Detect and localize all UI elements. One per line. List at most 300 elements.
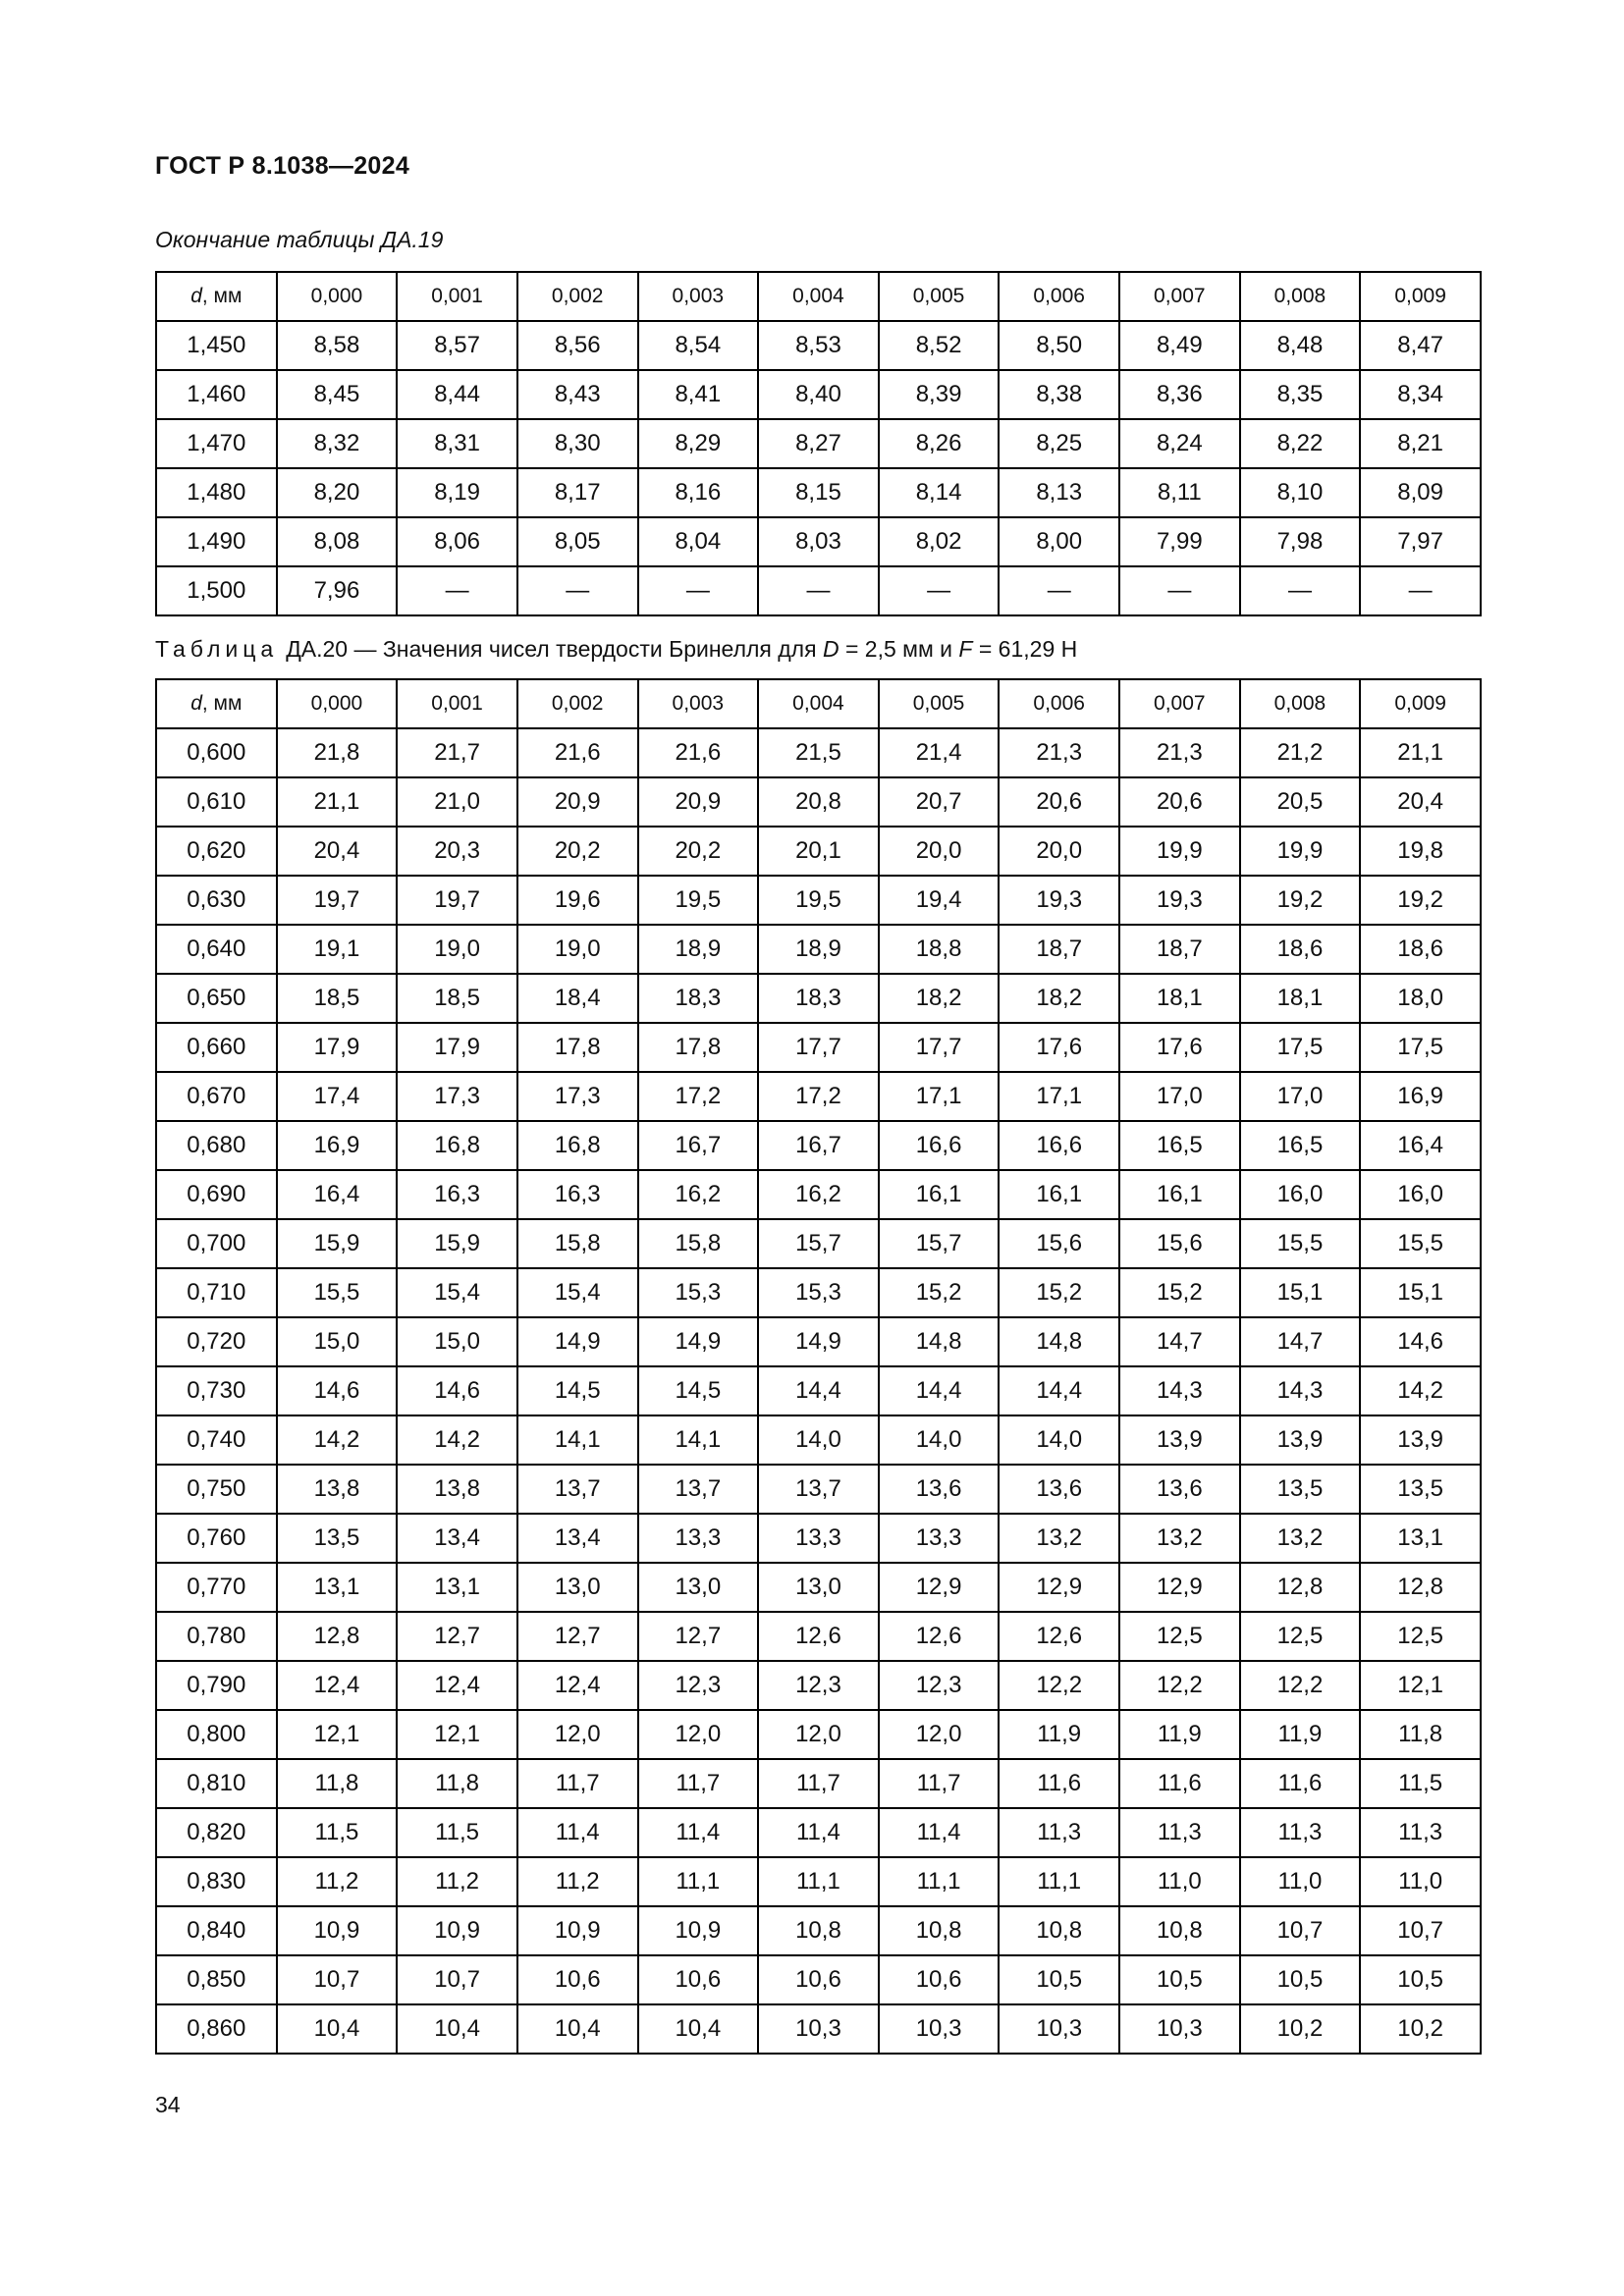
table-cell: 17,7	[879, 1023, 1000, 1072]
column-header: 0,009	[1360, 272, 1481, 321]
table-cell: 21,6	[638, 728, 759, 777]
table-cell: 14,6	[277, 1366, 398, 1415]
table-cell: 17,1	[879, 1072, 1000, 1121]
table-cell: 11,1	[638, 1857, 759, 1906]
column-header: 0,003	[638, 679, 759, 728]
table-cell: 15,0	[277, 1317, 398, 1366]
table-cell: 11,2	[397, 1857, 517, 1906]
table-cell: 20,9	[517, 777, 638, 827]
table-row	[156, 1121, 1481, 1170]
table-cell: 14,2	[277, 1415, 398, 1465]
table-cell: 21,2	[1240, 728, 1361, 777]
table-cell: 16,8	[397, 1121, 517, 1170]
table-cell: 13,7	[758, 1465, 879, 1514]
table-row	[156, 1661, 1481, 1710]
table-cell: 8,47	[1360, 321, 1481, 370]
table-cell: 8,58	[277, 321, 398, 370]
table-row	[156, 468, 1481, 517]
table-cell: 10,2	[1360, 2004, 1481, 2054]
table-cell: 15,2	[879, 1268, 1000, 1317]
table-cell: 16,3	[397, 1170, 517, 1219]
table-cell: 18,1	[1119, 974, 1240, 1023]
table-cell: 8,25	[999, 419, 1119, 468]
table-cell: 8,27	[758, 419, 879, 468]
table-cell: 13,2	[999, 1514, 1119, 1563]
table-cell: 8,50	[999, 321, 1119, 370]
table-cell: 11,4	[879, 1808, 1000, 1857]
table-cell: 20,8	[758, 777, 879, 827]
table-row	[156, 1514, 1481, 1563]
table-cell: 14,1	[638, 1415, 759, 1465]
table-cell: 10,8	[879, 1906, 1000, 1955]
table-cell: 11,3	[1119, 1808, 1240, 1857]
table-cell: 11,4	[517, 1808, 638, 1857]
row-header-cell: 0,770	[156, 1563, 277, 1612]
column-header: 0,009	[1360, 679, 1481, 728]
row-header-cell: 0,780	[156, 1612, 277, 1661]
table-row	[156, 321, 1481, 370]
table-cell: 13,3	[638, 1514, 759, 1563]
table-cell: 8,40	[758, 370, 879, 419]
table-cell: 18,8	[879, 925, 1000, 974]
table-cell: 11,7	[517, 1759, 638, 1808]
table-cell: 15,2	[999, 1268, 1119, 1317]
table-cell: 11,2	[517, 1857, 638, 1906]
table-cell: 21,4	[879, 728, 1000, 777]
table-cell: 13,6	[1119, 1465, 1240, 1514]
table-cell: 11,5	[397, 1808, 517, 1857]
table-cell: 8,13	[999, 468, 1119, 517]
table-cell: 15,1	[1360, 1268, 1481, 1317]
row-header-cell: 0,610	[156, 777, 277, 827]
table-cell: —	[879, 566, 1000, 615]
table-cell: 14,9	[638, 1317, 759, 1366]
table-cell: 18,3	[638, 974, 759, 1023]
table-cell: 12,9	[999, 1563, 1119, 1612]
table-cell: 14,3	[1240, 1366, 1361, 1415]
table-cell: 12,1	[277, 1710, 398, 1759]
table-cell: 19,8	[1360, 827, 1481, 876]
table-cell: 17,6	[999, 1023, 1119, 1072]
table-cell: 8,02	[879, 517, 1000, 566]
table-cell: 18,7	[999, 925, 1119, 974]
table-cell: 8,34	[1360, 370, 1481, 419]
row-header-cell: 0,860	[156, 2004, 277, 2054]
table-cell: 18,6	[1360, 925, 1481, 974]
table-cell: 19,2	[1360, 876, 1481, 925]
table-cell: 16,5	[1119, 1121, 1240, 1170]
table-cell: 15,7	[758, 1219, 879, 1268]
table-cell: 10,4	[397, 2004, 517, 2054]
table-cell: 19,2	[1240, 876, 1361, 925]
table-cell: 20,5	[1240, 777, 1361, 827]
table-cell: 20,1	[758, 827, 879, 876]
table-cell: 10,3	[879, 2004, 1000, 2054]
table-cell: —	[1360, 566, 1481, 615]
table-da19	[155, 271, 1482, 616]
table-cell: 10,5	[1240, 1955, 1361, 2004]
table-row	[156, 1072, 1481, 1121]
table-header-row	[156, 272, 1481, 321]
column-header: d, мм	[156, 272, 277, 321]
table-cell: 8,04	[638, 517, 759, 566]
row-header-cell: 0,710	[156, 1268, 277, 1317]
table-cell: 17,0	[1119, 1072, 1240, 1121]
table-cell: 12,9	[1119, 1563, 1240, 1612]
table2-caption	[155, 636, 1077, 663]
table-cell: 15,3	[758, 1268, 879, 1317]
table-cell: 8,17	[517, 468, 638, 517]
table-cell: 8,21	[1360, 419, 1481, 468]
table-cell: 10,2	[1240, 2004, 1361, 2054]
table-cell: 12,5	[1119, 1612, 1240, 1661]
table-row	[156, 728, 1481, 777]
table-cell: 16,2	[638, 1170, 759, 1219]
table-cell: 12,9	[879, 1563, 1000, 1612]
table-cell: 10,7	[1360, 1906, 1481, 1955]
row-header-cell: 0,720	[156, 1317, 277, 1366]
table-cell: 8,03	[758, 517, 879, 566]
table-cell: 12,6	[879, 1612, 1000, 1661]
table-cell: 18,5	[277, 974, 398, 1023]
table-cell: 12,0	[517, 1710, 638, 1759]
column-header: 0,001	[397, 272, 517, 321]
table-cell: 10,3	[1119, 2004, 1240, 2054]
table-cell: 15,8	[517, 1219, 638, 1268]
column-header: 0,004	[758, 272, 879, 321]
column-header: 0,007	[1119, 679, 1240, 728]
table-row	[156, 419, 1481, 468]
table-cell: 13,2	[1119, 1514, 1240, 1563]
table-cell: 8,30	[517, 419, 638, 468]
table-cell: 20,6	[1119, 777, 1240, 827]
table-cell: 20,2	[517, 827, 638, 876]
table-row	[156, 1317, 1481, 1366]
row-header-cell: 0,600	[156, 728, 277, 777]
table-row	[156, 566, 1481, 615]
table-cell: 8,32	[277, 419, 398, 468]
table-cell: 17,3	[517, 1072, 638, 1121]
table-cell: 20,4	[277, 827, 398, 876]
table-cell: 18,9	[638, 925, 759, 974]
table-cell: 8,00	[999, 517, 1119, 566]
table-row	[156, 974, 1481, 1023]
table-cell: 21,8	[277, 728, 398, 777]
table-cell: 12,5	[1240, 1612, 1361, 1661]
table-cell: 10,6	[638, 1955, 759, 2004]
row-header-cell: 0,620	[156, 827, 277, 876]
table-cell: 15,3	[638, 1268, 759, 1317]
row-header-cell: 0,700	[156, 1219, 277, 1268]
table-cell: 8,06	[397, 517, 517, 566]
table-row	[156, 1465, 1481, 1514]
table-cell: 13,1	[277, 1563, 398, 1612]
table-cell: 21,5	[758, 728, 879, 777]
table-row	[156, 1366, 1481, 1415]
table-cell: 20,2	[638, 827, 759, 876]
table-cell: 19,7	[277, 876, 398, 925]
row-header-cell: 0,630	[156, 876, 277, 925]
table-cell: 11,1	[758, 1857, 879, 1906]
table-cell: 16,1	[999, 1170, 1119, 1219]
table-cell: 10,5	[999, 1955, 1119, 2004]
table-cell: 16,6	[999, 1121, 1119, 1170]
table-cell: 13,8	[397, 1465, 517, 1514]
table-cell: 10,7	[397, 1955, 517, 2004]
table-cell: 8,14	[879, 468, 1000, 517]
table-cell: 19,4	[879, 876, 1000, 925]
row-header-cell: 1,470	[156, 419, 277, 468]
table-row	[156, 876, 1481, 925]
table-cell: 7,97	[1360, 517, 1481, 566]
table-cell: 16,4	[1360, 1121, 1481, 1170]
row-header-cell: 0,830	[156, 1857, 277, 1906]
table-cell: 13,9	[1240, 1415, 1361, 1465]
row-header-cell: 1,450	[156, 321, 277, 370]
table-cell: 16,5	[1240, 1121, 1361, 1170]
table-cell: 14,0	[999, 1415, 1119, 1465]
table-header-row	[156, 679, 1481, 728]
table-cell: 14,5	[638, 1366, 759, 1415]
row-header-cell: 0,730	[156, 1366, 277, 1415]
table-cell: 14,1	[517, 1415, 638, 1465]
table-cell: 18,0	[1360, 974, 1481, 1023]
table-cell: 8,53	[758, 321, 879, 370]
table-cell: 10,9	[638, 1906, 759, 1955]
table-cell: 13,5	[1240, 1465, 1361, 1514]
row-header-cell: 0,670	[156, 1072, 277, 1121]
table-cell: 7,98	[1240, 517, 1361, 566]
table-cell: 10,3	[999, 2004, 1119, 2054]
row-header-cell: 0,740	[156, 1415, 277, 1465]
row-header-cell: 1,500	[156, 566, 277, 615]
column-header: 0,006	[999, 272, 1119, 321]
table-cell: 14,4	[879, 1366, 1000, 1415]
table-cell: 12,3	[638, 1661, 759, 1710]
table-cell: 11,8	[397, 1759, 517, 1808]
table-cell: 10,4	[277, 2004, 398, 2054]
page-number: 34	[155, 2092, 181, 2117]
table-cell: —	[999, 566, 1119, 615]
table-cell: 10,6	[517, 1955, 638, 2004]
table-cell: 20,3	[397, 827, 517, 876]
table-cell: 10,5	[1360, 1955, 1481, 2004]
table-cell: 20,7	[879, 777, 1000, 827]
table-cell: 12,0	[638, 1710, 759, 1759]
table-cell: 12,7	[517, 1612, 638, 1661]
column-header: 0,008	[1240, 679, 1361, 728]
table-row	[156, 1759, 1481, 1808]
column-header: 0,002	[517, 272, 638, 321]
row-header-cell: 0,810	[156, 1759, 277, 1808]
row-header-cell: 0,640	[156, 925, 277, 974]
column-header: 0,006	[999, 679, 1119, 728]
table-cell: 17,5	[1240, 1023, 1361, 1072]
table-cell: 16,3	[517, 1170, 638, 1219]
table-cell: 15,7	[879, 1219, 1000, 1268]
table-cell: 14,0	[758, 1415, 879, 1465]
table-cell: 10,7	[277, 1955, 398, 2004]
row-header-cell: 0,790	[156, 1661, 277, 1710]
table-cell: 12,4	[397, 1661, 517, 1710]
table-cell: 12,2	[1240, 1661, 1361, 1710]
table-cell: 12,1	[397, 1710, 517, 1759]
table-cell: 15,0	[397, 1317, 517, 1366]
table-cell: 17,7	[758, 1023, 879, 1072]
table-cell: 11,5	[1360, 1759, 1481, 1808]
table-cell: 18,4	[517, 974, 638, 1023]
table-cell: 17,3	[397, 1072, 517, 1121]
table-cell: 8,10	[1240, 468, 1361, 517]
table-row	[156, 1219, 1481, 1268]
table-cell: 19,5	[638, 876, 759, 925]
table-cell: 13,5	[1360, 1465, 1481, 1514]
table-cell: 12,2	[1119, 1661, 1240, 1710]
table-cell: 11,8	[277, 1759, 398, 1808]
table-cell: 15,5	[277, 1268, 398, 1317]
table-cell: 7,99	[1119, 517, 1240, 566]
table-cell: 19,0	[517, 925, 638, 974]
column-header: 0,008	[1240, 272, 1361, 321]
table-cell: 8,35	[1240, 370, 1361, 419]
table-cell: 18,9	[758, 925, 879, 974]
table-cell: 13,3	[879, 1514, 1000, 1563]
table-cell: 18,2	[879, 974, 1000, 1023]
row-header-cell: 0,840	[156, 1906, 277, 1955]
table-cell: —	[1119, 566, 1240, 615]
table-cell: 13,3	[758, 1514, 879, 1563]
table-cell: 8,11	[1119, 468, 1240, 517]
table-cell: —	[1240, 566, 1361, 615]
table-cell: 11,6	[999, 1759, 1119, 1808]
table-cell: 17,9	[397, 1023, 517, 1072]
table-cell: 12,8	[1240, 1563, 1361, 1612]
table-cell: 8,41	[638, 370, 759, 419]
table-cell: 11,0	[1119, 1857, 1240, 1906]
table-cell: 10,5	[1119, 1955, 1240, 2004]
table-cell: —	[397, 566, 517, 615]
table-cell: 8,44	[397, 370, 517, 419]
table-cell: 11,1	[879, 1857, 1000, 1906]
table-cell: 14,4	[999, 1366, 1119, 1415]
table-cell: 15,6	[1119, 1219, 1240, 1268]
table-cell: 11,7	[758, 1759, 879, 1808]
table-cell: 21,6	[517, 728, 638, 777]
table-cell: 8,39	[879, 370, 1000, 419]
table-cell: 12,2	[999, 1661, 1119, 1710]
table2-caption-text: ДА.20 — Значения чисел твердости Бринелля для D = 2,5 мм и F = 61,29 Н	[286, 636, 1078, 662]
table-cell: 16,7	[758, 1121, 879, 1170]
table-cell: 21,1	[1360, 728, 1481, 777]
table-cell: 20,9	[638, 777, 759, 827]
table-cell: 16,9	[277, 1121, 398, 1170]
row-header-cell: 0,660	[156, 1023, 277, 1072]
table-cell: 8,26	[879, 419, 1000, 468]
table-cell: 13,4	[517, 1514, 638, 1563]
table-cell: 11,6	[1119, 1759, 1240, 1808]
table-cell: 11,7	[879, 1759, 1000, 1808]
row-header-cell: 0,690	[156, 1170, 277, 1219]
table-cell: 13,0	[758, 1563, 879, 1612]
table1-caption: Окончание таблицы ДА.19	[155, 227, 444, 252]
table-cell: 10,4	[517, 2004, 638, 2054]
table-cell: 8,19	[397, 468, 517, 517]
table-cell: 15,9	[397, 1219, 517, 1268]
table-cell: 13,0	[517, 1563, 638, 1612]
table-cell: 8,38	[999, 370, 1119, 419]
table-cell: 8,31	[397, 419, 517, 468]
column-header: 0,007	[1119, 272, 1240, 321]
table-row	[156, 2004, 1481, 2054]
table-cell: 13,2	[1240, 1514, 1361, 1563]
table-cell: 10,8	[758, 1906, 879, 1955]
table-cell: 14,2	[397, 1415, 517, 1465]
table-cell: 13,7	[638, 1465, 759, 1514]
table-cell: 13,5	[277, 1514, 398, 1563]
table-cell: 13,0	[638, 1563, 759, 1612]
table-cell: 17,4	[277, 1072, 398, 1121]
table-cell: 19,1	[277, 925, 398, 974]
table-cell: 12,7	[397, 1612, 517, 1661]
column-header: 0,004	[758, 679, 879, 728]
table-cell: 10,4	[638, 2004, 759, 2054]
table-cell: 21,7	[397, 728, 517, 777]
table-row	[156, 1710, 1481, 1759]
table-cell: 8,15	[758, 468, 879, 517]
table-cell: 17,2	[758, 1072, 879, 1121]
table-cell: 11,2	[277, 1857, 398, 1906]
table-cell: 17,1	[999, 1072, 1119, 1121]
column-header: 0,003	[638, 272, 759, 321]
row-header-cell: 1,480	[156, 468, 277, 517]
table-cell: 19,3	[1119, 876, 1240, 925]
table-cell: 8,20	[277, 468, 398, 517]
table-cell: 14,9	[517, 1317, 638, 1366]
table-cell: 12,5	[1360, 1612, 1481, 1661]
table-cell: 16,8	[517, 1121, 638, 1170]
table-cell: 12,8	[277, 1612, 398, 1661]
table-row	[156, 1268, 1481, 1317]
table-cell: 10,8	[999, 1906, 1119, 1955]
table-cell: 11,1	[999, 1857, 1119, 1906]
table-cell: 11,3	[1240, 1808, 1361, 1857]
table-cell: 19,0	[397, 925, 517, 974]
row-header-cell: 0,850	[156, 1955, 277, 2004]
table-cell: 11,3	[1360, 1808, 1481, 1857]
table-row	[156, 1170, 1481, 1219]
table-row	[156, 1857, 1481, 1906]
table-cell: 20,0	[879, 827, 1000, 876]
table-cell: 12,3	[758, 1661, 879, 1710]
table-cell: 16,0	[1360, 1170, 1481, 1219]
table-row	[156, 827, 1481, 876]
table-cell: 12,8	[1360, 1563, 1481, 1612]
table-cell: 18,6	[1240, 925, 1361, 974]
table-cell: 11,6	[1240, 1759, 1361, 1808]
table-cell: 11,9	[999, 1710, 1119, 1759]
table-cell: 11,3	[999, 1808, 1119, 1857]
table-cell: 8,56	[517, 321, 638, 370]
table-cell: 10,6	[879, 1955, 1000, 2004]
table-cell: 10,9	[277, 1906, 398, 1955]
table-cell: 16,9	[1360, 1072, 1481, 1121]
table-cell: 13,7	[517, 1465, 638, 1514]
table-cell: 10,8	[1119, 1906, 1240, 1955]
table-cell: 17,2	[638, 1072, 759, 1121]
row-header-cell: 0,800	[156, 1710, 277, 1759]
table-row	[156, 1955, 1481, 2004]
table-cell: 19,3	[999, 876, 1119, 925]
